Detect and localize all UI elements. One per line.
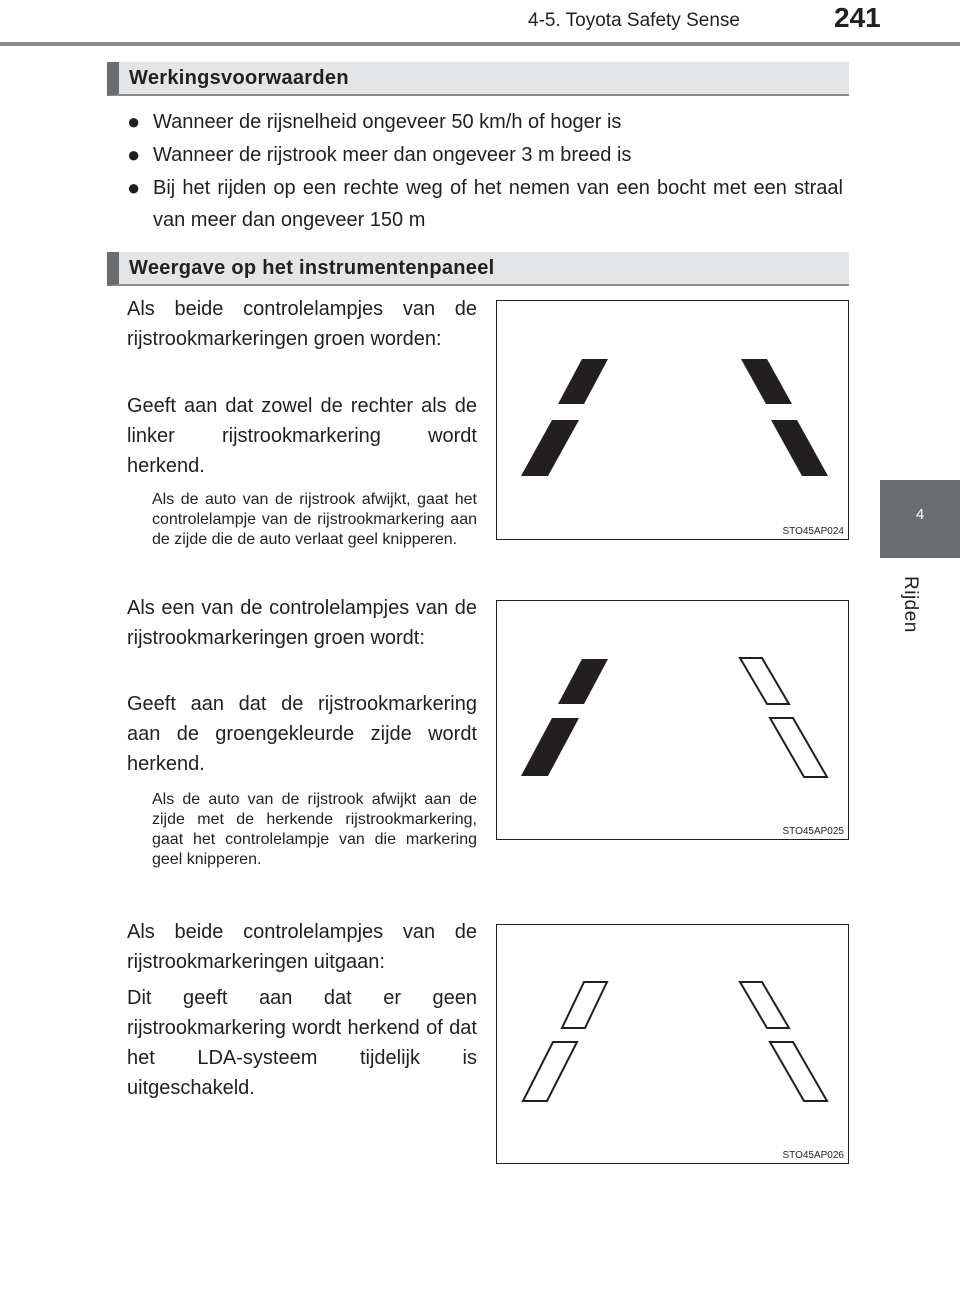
figure-code: STO45AP026 [782, 1150, 844, 1161]
meaning-text: Geeft aan dat de rijstrookmarkering aan de groengekleurde zijde wordt herkend. [127, 693, 477, 775]
bullet-item [127, 172, 843, 236]
bullet-dot-icon: ● [127, 142, 141, 167]
meaning-text: Geeft aan dat zowel de rechter als de linker rijstrookmarkering wordt herkend. [127, 395, 477, 477]
lane-marking-figure-none-recognized [496, 924, 849, 1164]
chapter-number: 4 [915, 506, 925, 523]
meaning-text: Dit geeft aan dat er geen rijstrookmarkering wordt herkend of dat het LDA-systeem tijdelijk is uitgeschakeld. [127, 987, 477, 1099]
figure-code: STO45AP025 [782, 826, 844, 837]
condition-text: Als een van de controlelampjes van de rijstrookmarkeringen groen wordt: [127, 597, 477, 649]
bullet-item [127, 106, 843, 138]
chapter-label: Rijden [900, 576, 921, 633]
running-header-section: 4-5. Toyota Safety Sense [528, 10, 740, 31]
lane-markings-solid-both-icon [497, 301, 850, 541]
header-divider [0, 42, 960, 46]
section-title: Werkingsvoorwaarden [129, 67, 349, 89]
lane-markings-solid-left-outline-right-icon [497, 601, 850, 841]
note-text: Als de auto van de rijstrook afwijkt aan de zijde met de herkende rijstrookmarkering, gaat het controlelampje van die markering geel knipperen. [152, 791, 477, 868]
section-heading-operating-conditions [107, 62, 849, 96]
note-text: Als de auto van de rijstrook afwijkt, gaat het controlelampje van de rijstrookmarkering aan de zijde die de auto verlaat geel knipperen. [152, 491, 477, 548]
bullet-dot-icon: ● [127, 109, 141, 134]
bullet-text: Wanneer de rijstrook meer dan ongeveer 3 m breed is [153, 144, 632, 166]
section-heading-display [107, 252, 849, 286]
condition-text: Als beide controlelampjes van de rijstrookmarkeringen uitgaan: [127, 921, 477, 973]
condition-text: Als beide controlelampjes van de rijstrookmarkeringen groen worden: [127, 298, 477, 350]
bullet-item [127, 139, 843, 171]
bullet-text: Bij het rijden op een rechte weg of het nemen van een bocht met een straal van meer dan ongeveer 150 m [153, 177, 843, 231]
figure-code: STO45AP024 [782, 526, 844, 537]
lane-marking-figure-both-recognized [496, 300, 849, 540]
lane-markings-outline-both-icon [497, 925, 850, 1165]
lane-marking-figure-one-recognized [496, 600, 849, 840]
chapter-tab [880, 480, 960, 558]
section-title: Weergave op het instrumentenpaneel [129, 257, 495, 279]
bullet-text: Wanneer de rijsnelheid ongeveer 50 km/h of hoger is [153, 111, 622, 133]
bullet-dot-icon: ● [127, 175, 141, 200]
page-number: 241 [834, 2, 881, 33]
